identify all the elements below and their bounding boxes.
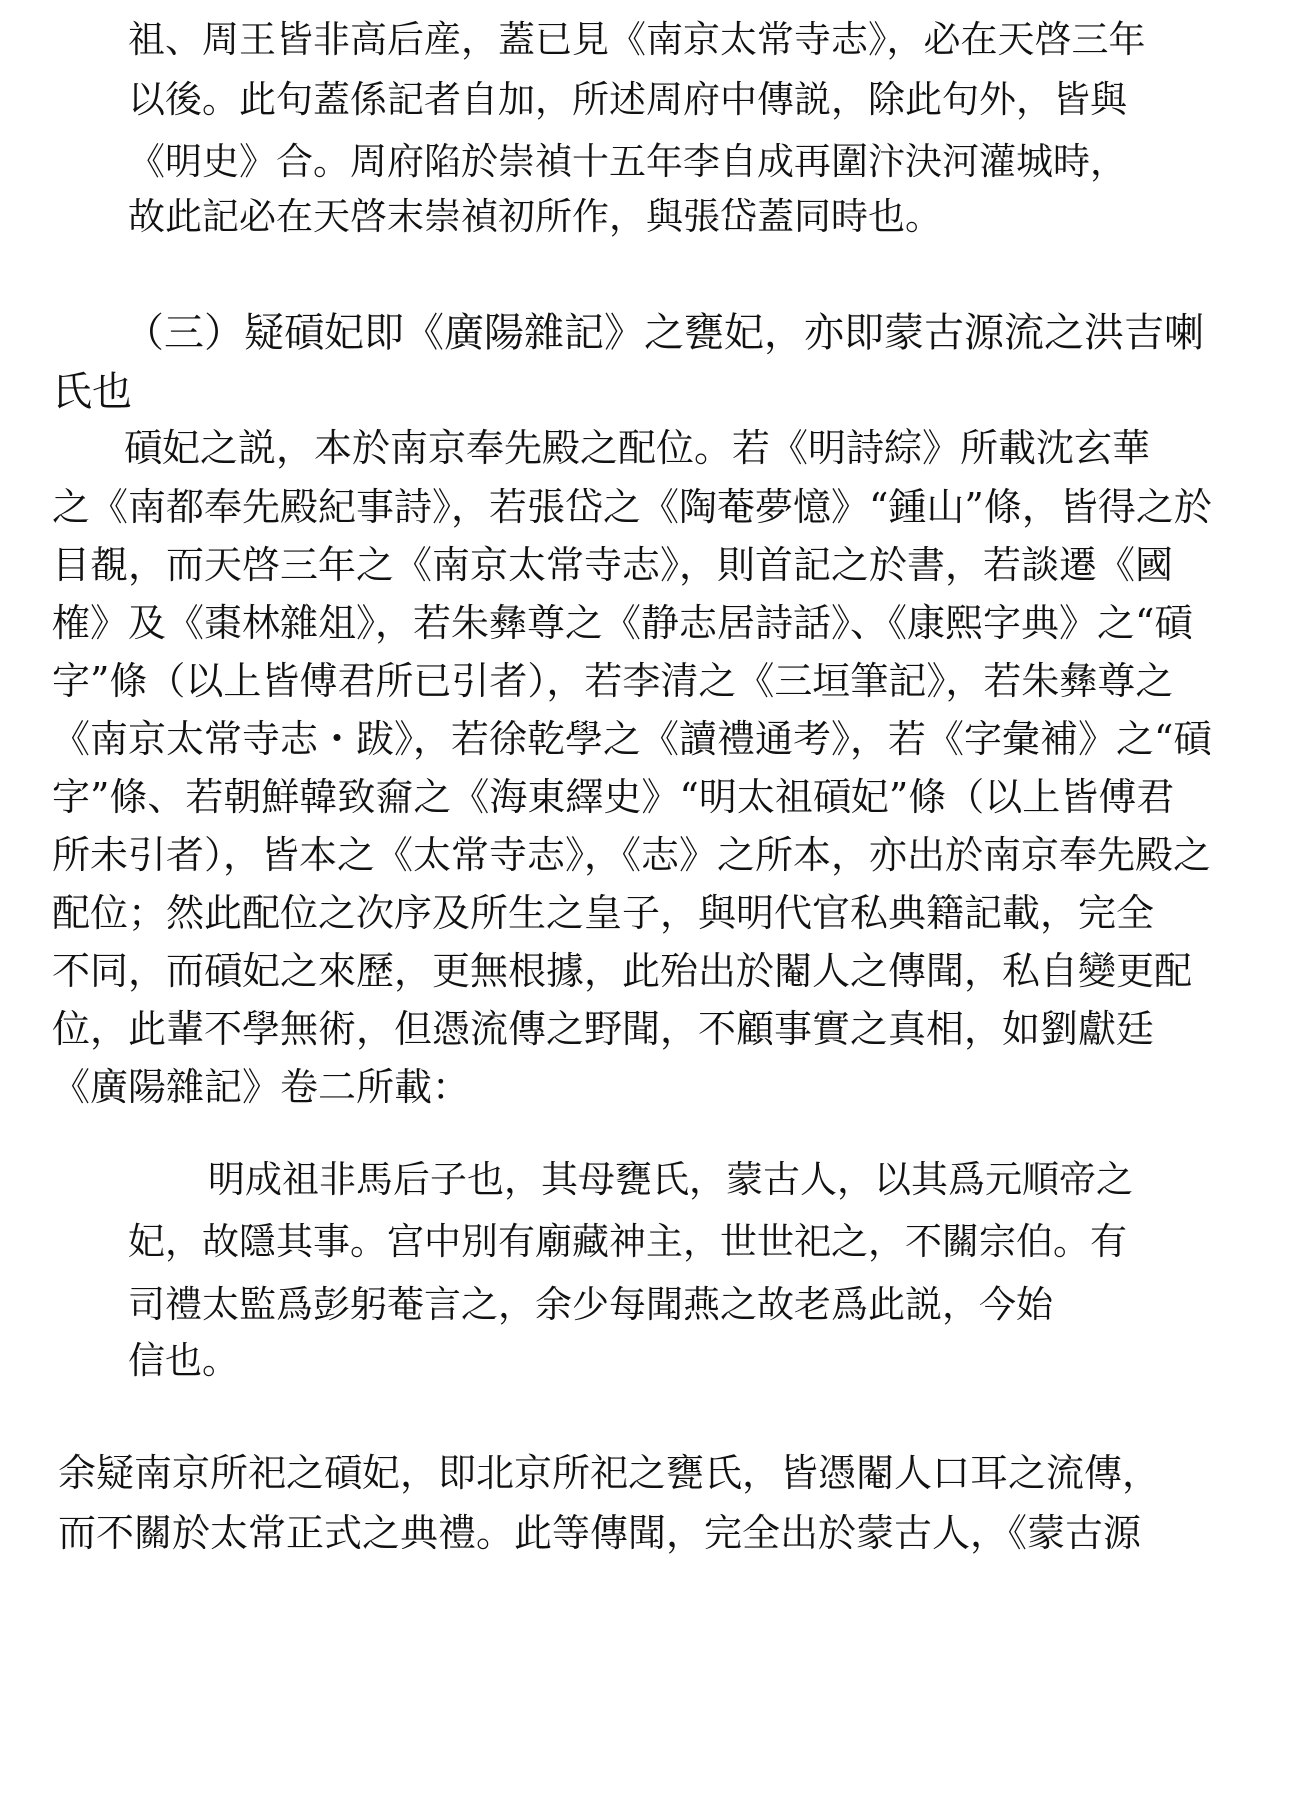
text-line: 碽妃之説，本於南京奉先殿之配位。若《明詩綜》所載沈玄華 (124, 426, 1151, 470)
text-line: 所未引者），皆本之《太常寺志》，《志》之所本，亦出於南京奉先殿之 (52, 833, 1212, 877)
text-line: 字”條、若朝鮮韓致奫之《海東繹史》“明太祖碽妃”條（以上皆傅君 (52, 775, 1175, 819)
heading-line: 氏也 (52, 369, 132, 415)
text-line: 目覩，而天啓三年之《南京太常寺志》，則首記之於書，若談遷《國 (52, 543, 1174, 587)
text-line: 以後。此句蓋係記者自加，所述周府中傳説，除此句外，皆與 (128, 78, 1127, 121)
text-line: 位，此輩不學無術，但憑流傳之野聞，不顧事實之真相，如劉獻廷 (52, 1007, 1155, 1051)
text-line: 榷》及《棗林雜俎》，若朱彝尊之《静志居詩話》、《康熙字典》之“碽 (52, 601, 1193, 645)
text-line: 不同，而碽妃之來歷，更無根據，此殆出於閹人之傳聞，私自變更配 (52, 949, 1193, 993)
text-line: 《南京太常寺志・跋》，若徐乾學之《讀禮通考》，若《字彙補》之“碽 (52, 717, 1212, 761)
text-line: 司禮太監爲彭躬菴言之，余少每聞燕之故老爲此説，今始 (128, 1283, 1053, 1326)
text-line: 配位；然此配位之次序及所生之皇子，與明代官私典籍記載，完全 (52, 891, 1155, 935)
text-line: 而不關於太常正式之典禮。此等傳聞，完全出於蒙古人，《蒙古源 (58, 1511, 1142, 1555)
text-line: 字”條（以上皆傅君所已引者），若李清之《三垣筆記》，若朱彝尊之 (52, 659, 1174, 703)
text-line: 之《南都奉先殿紀事詩》，若張岱之《陶菴夢憶》“鍾山”條，皆得之於 (52, 485, 1212, 529)
heading-line: （三）疑碽妃即《廣陽雜記》之甕妃，亦即蒙古源流之洪吉喇 (124, 310, 1204, 356)
text-line: 祖、周王皆非高后産，蓋已見《南京太常寺志》，必在天啓三年 (128, 18, 1146, 61)
text-line: 《明史》合。周府陷於崇禎十五年李自成再圍汴決河灌城時， (128, 140, 1127, 183)
text-line: 妃，故隱其事。宫中別有廟藏神主，世世祀之，不關宗伯。有 (128, 1220, 1127, 1263)
text-line: 《廣陽雜記》卷二所載： (52, 1065, 471, 1109)
text-line: 故此記必在天啓末崇禎初所作，與張岱蓋同時也。 (128, 195, 942, 238)
text-line: 明成祖非馬后子也，其母甕氏，蒙古人，以其爲元順帝之 (208, 1158, 1133, 1201)
text-line: 信也。 (128, 1339, 239, 1382)
text-line: 余疑南京所祀之碽妃，即北京所祀之甕氏，皆憑閹人口耳之流傳， (58, 1451, 1161, 1495)
